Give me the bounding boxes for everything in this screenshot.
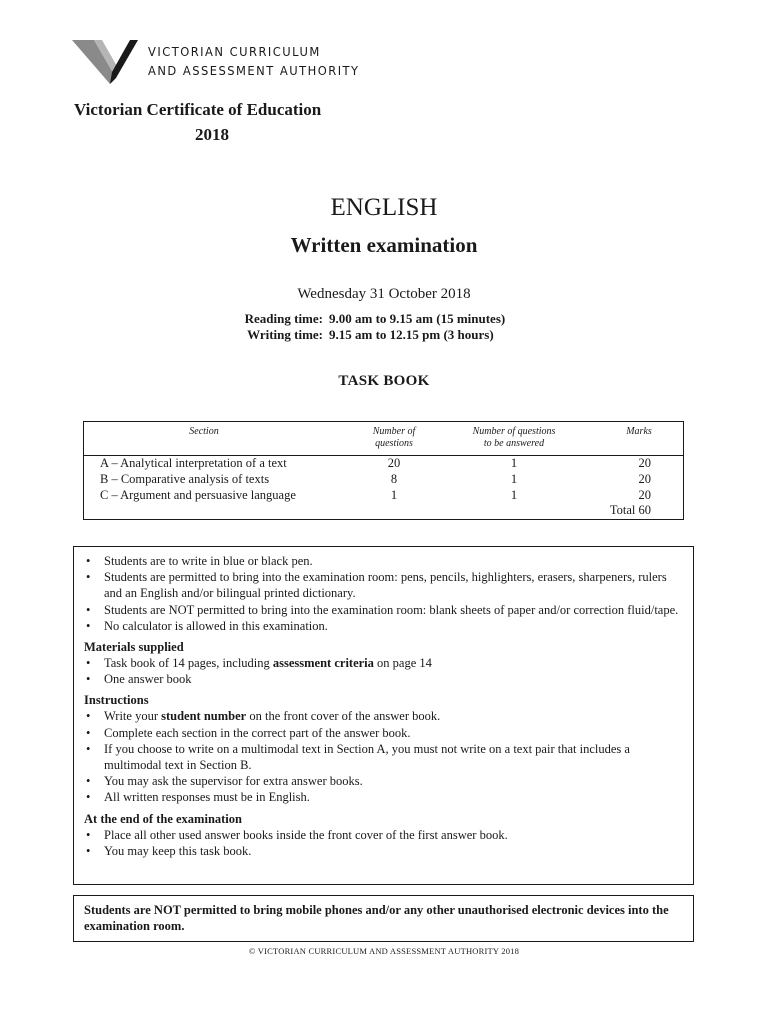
total-marks: Total 60 (609, 503, 651, 517)
assessment-criteria-emphasis: assessment criteria (272, 656, 374, 671)
row-questions: 1 (390, 488, 398, 502)
header-questions-to-answer-line1: Number of questions (472, 426, 556, 437)
list-item: • Place all other used answer books inside the front cover of the first answer book. (84, 827, 683, 843)
row-questions: 20 (387, 456, 401, 470)
table-row (84, 488, 683, 504)
materials-text-2: on page 14 (373, 656, 432, 671)
header-questions-to-answer-line2: to be answered (483, 438, 545, 449)
list-item: • You may keep this task book. (84, 843, 683, 859)
logo-text-line2: AND ASSESSMENT AUTHORITY (148, 63, 360, 78)
instr-text-1: Write your (104, 709, 162, 724)
list-item: • Students are permitted to bring into the examination room: pens, pencils, highlighters, erasers, sharpeners, rulers and an English and/or bilingual printed dictionary. (84, 569, 683, 601)
reading-time-value: 9.00 am to 9.15 am (15 minutes) (329, 311, 506, 326)
table-row (84, 472, 683, 488)
row-marks: 20 (638, 488, 651, 502)
general-rules-list (84, 553, 683, 634)
header-questions-to-answer (454, 426, 574, 450)
reading-time-label: Reading time: (244, 311, 323, 326)
marks-table (83, 421, 684, 520)
writing-time-value: 9.15 am to 12.15 pm (3 hours) (329, 327, 494, 342)
row-questions: 8 (390, 472, 398, 486)
end-of-exam-heading: At the end of the examination (84, 811, 242, 826)
list-item: • No calculator is allowed in this examination. (84, 618, 683, 634)
table-row (84, 456, 683, 472)
subject-title: ENGLISH (330, 194, 438, 221)
instructions-heading: Instructions (84, 693, 149, 708)
warning-box: Students are NOT permitted to bring mobile phones and/or any other unauthorised electronic devices into the examination room. (73, 895, 694, 942)
exam-type-title: Written examination (290, 233, 478, 257)
row-marks: 20 (638, 472, 651, 486)
end-of-exam-list (84, 827, 683, 859)
list-item: • One answer book (84, 671, 683, 687)
instr-text-2: on the front cover of the answer book. (246, 709, 441, 724)
student-number-emphasis: student number (161, 709, 247, 724)
materials-text-1: Task book of 14 pages, including (104, 656, 273, 671)
header-number-of-questions-line2: questions (375, 438, 413, 449)
header-marks: Marks (626, 426, 652, 437)
row-answered: 1 (510, 456, 518, 470)
list-item: • Students are NOT permitted to bring into the examination room: blank sheets of paper and/or correction fluid/tape. (84, 602, 683, 618)
writing-time-label: Writing time: (247, 327, 323, 342)
row-section: B – Comparative analysis of texts (100, 472, 270, 486)
list-item: • Complete each section in the correct part of the answer book. (84, 725, 683, 741)
copyright-notice: © VICTORIAN CURRICULUM AND ASSESSMENT AUTHORITY 2018 (248, 946, 520, 956)
row-section: A – Analytical interpretation of a text (100, 456, 287, 470)
vcaa-logo (72, 38, 360, 86)
header-section: Section (189, 426, 219, 437)
reading-time-row (163, 311, 583, 327)
row-answered: 1 (510, 488, 518, 502)
header-number-of-questions-line1: Number of (372, 426, 416, 437)
instructions-box (73, 546, 694, 885)
list-item (84, 655, 683, 671)
vcaa-chevron-icon (72, 40, 142, 84)
booklet-type: TASK BOOK (338, 373, 430, 389)
list-item: • If you choose to write on a multimodal text in Section A, you must not write on a text pair that includes a multimodal text in Section B. (84, 741, 683, 773)
list-item: • You may ask the supervisor for extra answer books. (84, 773, 683, 789)
logo-text-line1: VICTORIAN CURRICULUM (148, 44, 321, 59)
row-marks: 20 (638, 456, 651, 470)
writing-time-row (163, 327, 583, 343)
list-item (84, 708, 683, 724)
row-section: C – Argument and persuasive language (100, 488, 296, 502)
header-number-of-questions (354, 426, 434, 450)
materials-list (84, 655, 683, 687)
certificate-year: 2018 (195, 125, 229, 144)
row-answered: 1 (510, 472, 518, 486)
certificate-name: Victorian Certificate of Education (74, 100, 322, 119)
list-item: • Students are to write in blue or black pen. (84, 553, 683, 569)
exam-date: Wednesday 31 October 2018 (297, 286, 471, 302)
list-item: • All written responses must be in English. (84, 789, 683, 805)
materials-heading: Materials supplied (84, 640, 184, 655)
instructions-list (84, 708, 683, 805)
exam-times (163, 311, 583, 345)
